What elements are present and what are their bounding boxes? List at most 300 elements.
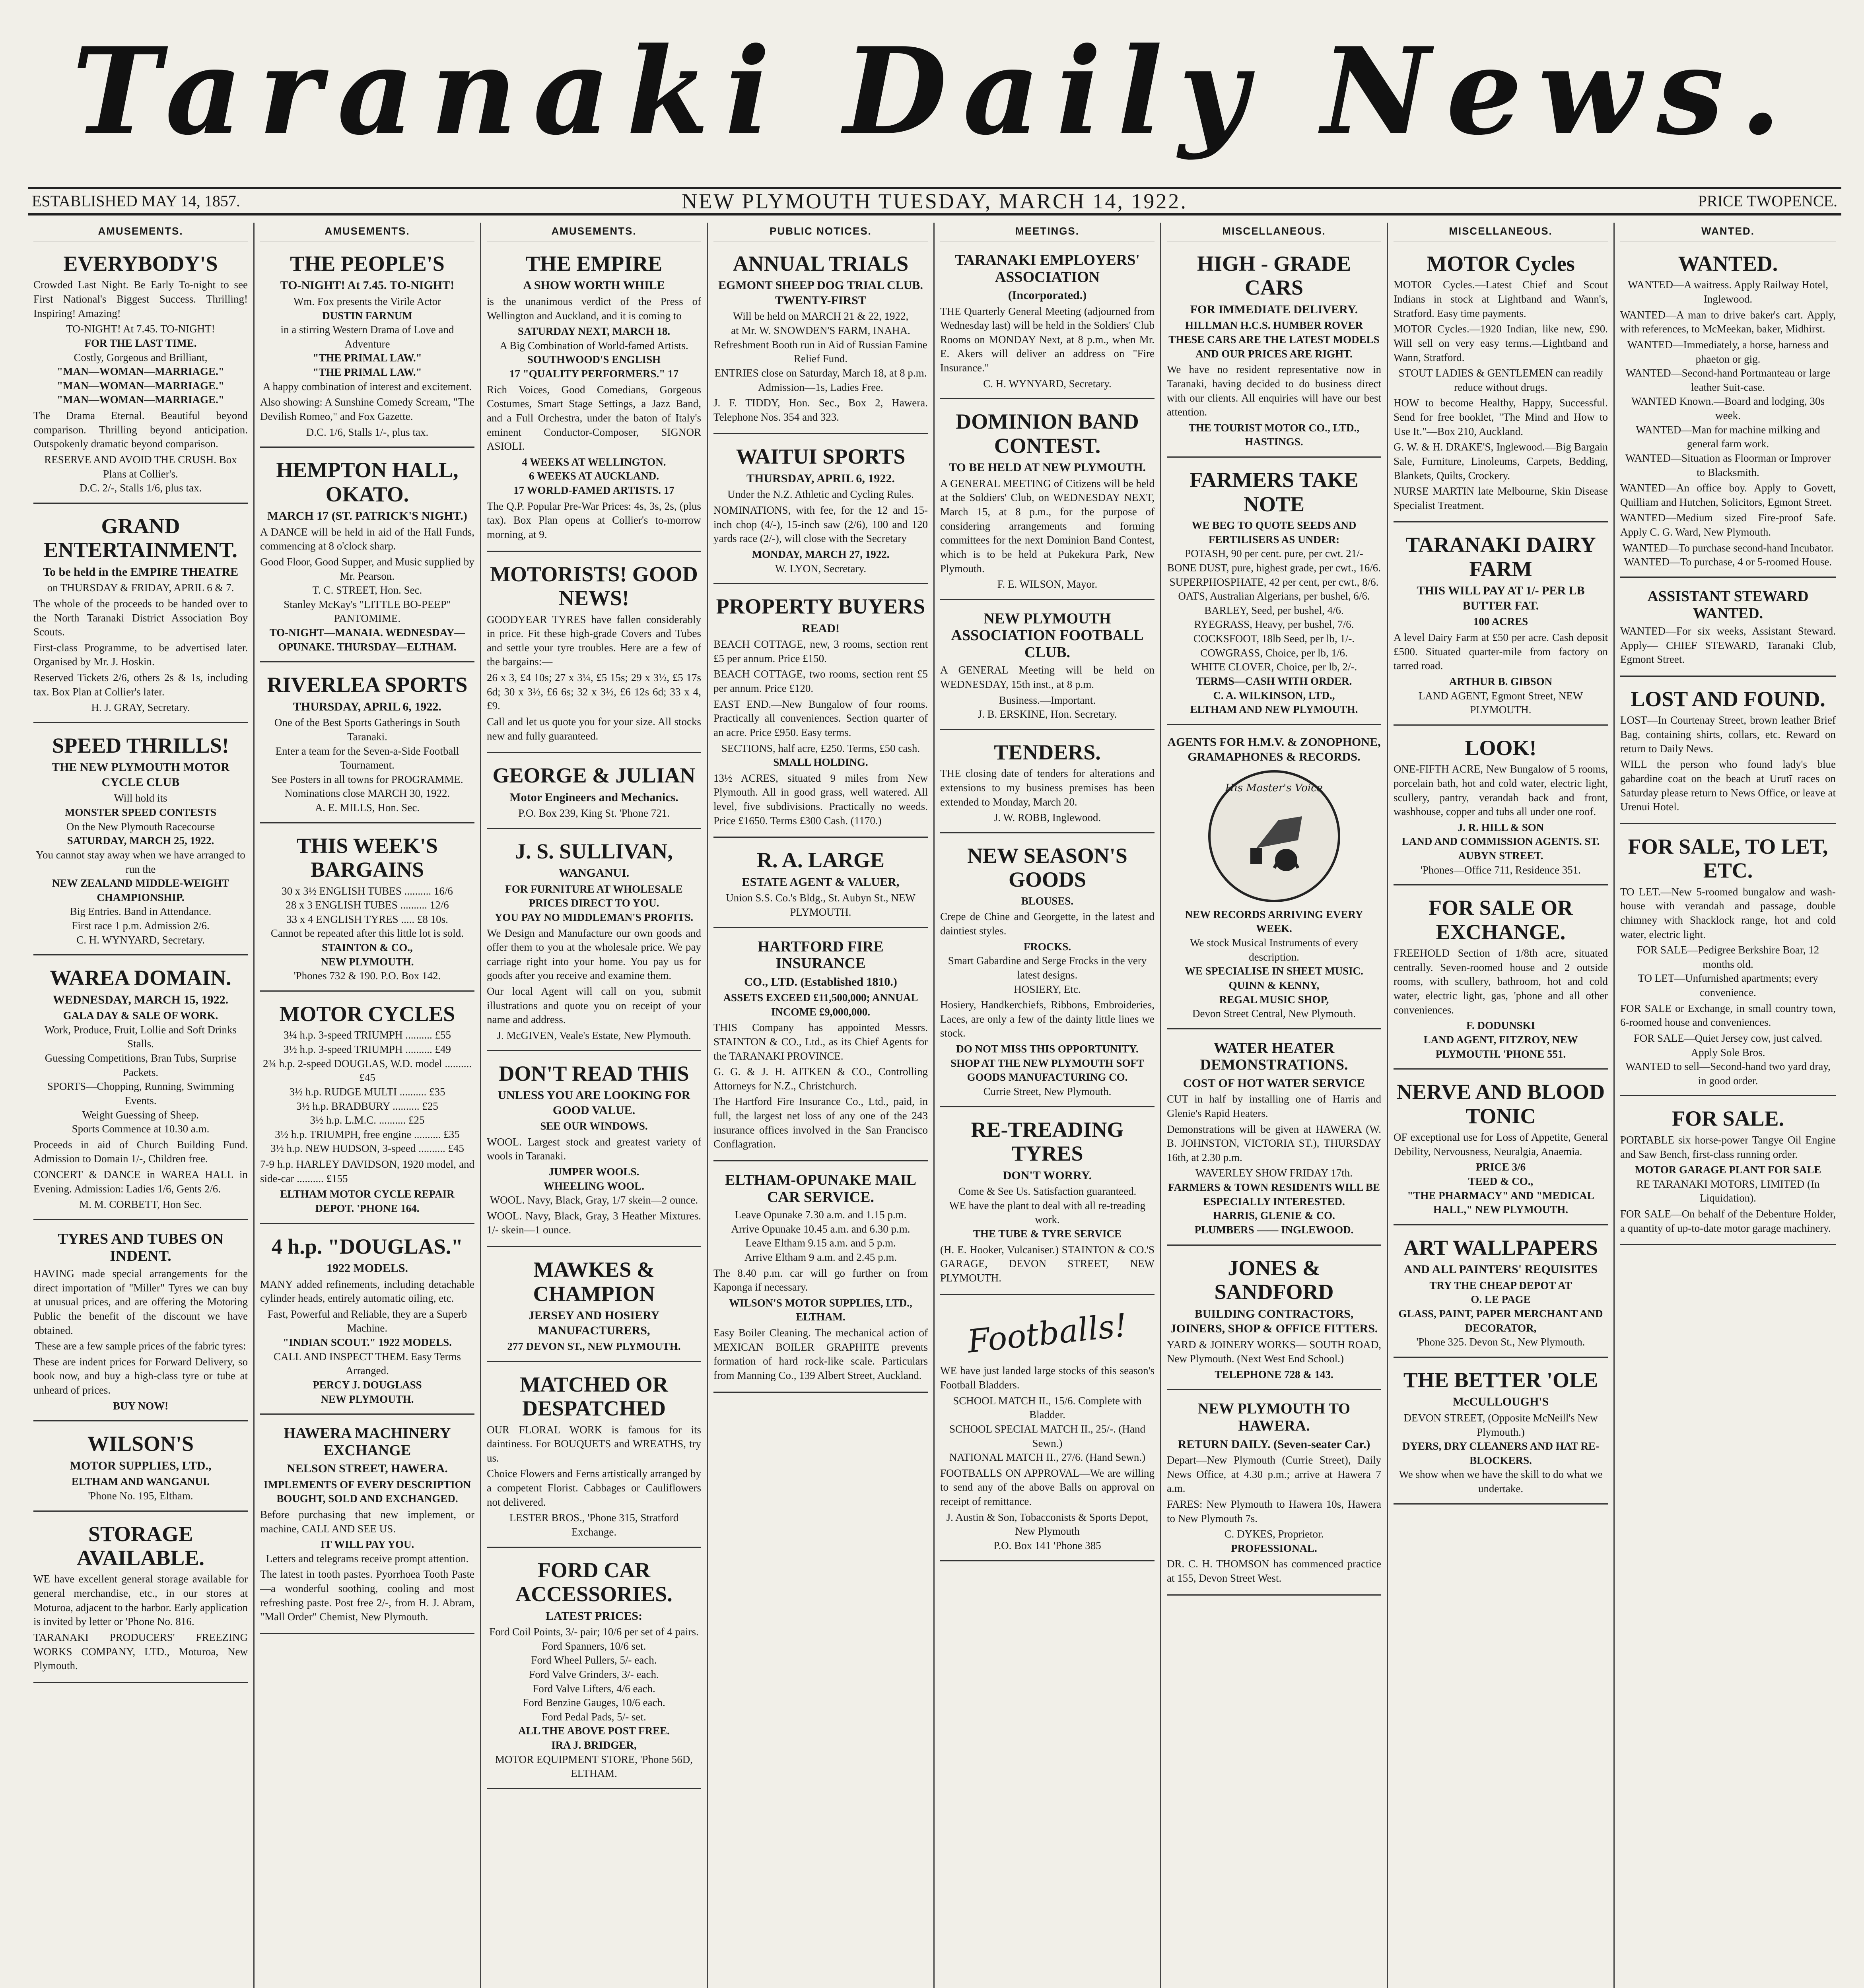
ad-line: 13½ ACRES, situated 9 miles from New Plymouth. All in good grass, well watered. All level, five subdivisions. Practically no weeds. Price £1650. Terms £300 Cash. (1170.)	[713, 772, 928, 827]
ad-title: MOTOR CYCLES	[279, 1002, 455, 1026]
ad-line: HARRIS, GLENIE & CO.	[1213, 1209, 1335, 1222]
ad-line: LOST—In Courtenay Street, brown leather Brief Bag, containing shirts, collars, etc. Reward on return to Daily News.	[1620, 714, 1836, 755]
ad-line: THE Quarterly General Meeting (adjourned from Wednesday last) will be held in the Soldiers' Club Rooms on MONDAY Next, at 8 p.m., when Mr. E. Akers will deliver an address on "Fire Insurance."	[940, 305, 1155, 374]
ad-line: Ford Wheel Pullers, 5/- each.	[531, 1654, 657, 1666]
ad-line: Also showing: A Sunshine Comedy Scream, "The Devilish Romeo," and Fox Gazette.	[260, 396, 474, 422]
advertisement	[1167, 462, 1381, 725]
ad-line: TEED & CO.,	[1468, 1175, 1534, 1187]
ad-line: 3¼ h.p. 3-speed TRIUMPH .......... £55	[284, 1029, 451, 1041]
ad-line: Enter a team for the Seven-a-Side Football Tournament.	[275, 745, 459, 771]
ad-line: ALL THE ABOVE POST FREE.	[518, 1725, 670, 1737]
ad-title: 4 h.p. "DOUGLAS."	[271, 1234, 463, 1258]
ad-line: WE BEG TO QUOTE SEEDS AND FERTILISERS AS UNDER:	[1191, 519, 1357, 546]
ad-line: 277 DEVON ST., NEW PLYMOUTH.	[507, 1340, 681, 1352]
ad-line: Ford Valve Grinders, 3/- each.	[529, 1668, 659, 1680]
ad-title: THE PEOPLE'S	[290, 252, 445, 276]
ad-line: Wm. Fox presents the Virile Actor	[293, 295, 441, 307]
column-5	[935, 223, 1161, 1988]
footballs-script-title: Footballs!	[966, 1307, 1129, 1361]
advertisement	[940, 734, 1155, 833]
advertisement	[1167, 729, 1381, 1029]
ad-line: TERMS—CASH WITH ORDER.	[1196, 675, 1352, 687]
ad-line: These are indent prices for Forward Delivery, so book now, and buy a high-class tyre or tube at unheard of prices.	[33, 1355, 248, 1396]
ad-line: MONDAY, MARCH 27, 1922.	[752, 548, 890, 560]
column-8	[1615, 223, 1841, 1988]
advertisement	[487, 1055, 701, 1247]
advertisement	[1167, 1394, 1381, 1595]
ad-line: THE TUBE & TYRE SERVICE	[973, 1227, 1122, 1240]
ad-title: THE EMPIRE	[525, 252, 663, 276]
ad-line: MONSTER SPEED CONTESTS	[64, 806, 217, 818]
ad-subtitle: MARCH 17 (ST. PATRICK'S NIGHT.)	[267, 509, 467, 523]
ad-title: FOR SALE, TO LET, ETC.	[1628, 834, 1828, 883]
ad-line: IMPLEMENTS OF EVERY DESCRIPTION BOUGHT, SOLD AND EXCHANGED.	[263, 1478, 471, 1505]
ad-line: Before purchasing that new implement, or machine, CALL AND SEE US.	[260, 1508, 474, 1535]
ad-line: Choice Flowers and Ferns artistically arranged by a competent Florist. Cabbages or Cauliflowers not delivered.	[487, 1468, 701, 1508]
ad-line: Our local Agent will call on you, submit illustrations and quote you on receipt of your name and address.	[487, 985, 701, 1026]
ad-line: (H. E. Hooker, Vulcaniser.) STAINTON & CO.'S GARAGE, DEVON STREET, NEW PLYMOUTH.	[940, 1243, 1155, 1284]
ad-line: G. G. & J. H. AITKEN & CO., Controlling Attorneys for N.Z., Christchurch.	[713, 1066, 928, 1092]
ad-line: OUR FLORAL WORK is famous for its daintiness. For BOUQUETS and WREATHS, try us.	[487, 1423, 701, 1464]
ad-line: THE TOURIST MOTOR CO., LTD.,	[1188, 421, 1360, 434]
ad-subtitle: AGENTS FOR H.M.V. & ZONOPHONE, GRAMAPHONES & RECORDS.	[1167, 735, 1381, 764]
ad-line: BEACH COTTAGE, new, 3 rooms, section rent £5 per annum. Price £150.	[713, 638, 928, 664]
ad-line: COWGRASS, Choice, per lb, 1/6.	[1200, 646, 1348, 659]
ad-line: GLASS, PAINT, PAPER MERCHANT AND DECORATOR,	[1398, 1308, 1603, 1334]
ad-line: Smart Gabardine and Serge Frocks in the very latest designs.	[948, 955, 1147, 981]
ad-title: ELTHAM-OPUNAKE MAIL CAR SERVICE.	[725, 1171, 916, 1206]
ad-title: WANTED.	[1678, 252, 1778, 276]
ad-line: J. F. TIDDY, Hon. Sec., Box 2, Hawera. Telephone Nos. 354 and 323.	[713, 397, 928, 423]
advertisement	[260, 245, 474, 448]
ad-line: SUPERPHOSPHATE, 42 per cent, per cwt., 8/6.	[1169, 576, 1379, 588]
advertisement	[1620, 681, 1836, 824]
ad-subtitle: UNLESS YOU ARE LOOKING FOR GOOD VALUE.	[498, 1089, 690, 1117]
ad-line: ENTRIES close on Saturday, March 18, at 8 p.m.	[714, 367, 927, 379]
advertisement	[487, 1366, 701, 1548]
ad-line: WAVERLEY SHOW FRIDAY 17th.	[1195, 1167, 1353, 1179]
ad-line: NURSE MARTIN late Melbourne, Skin Disease Specialist Treatment.	[1394, 485, 1608, 511]
advertisement	[260, 666, 474, 823]
masthead-title: Taranaki Daily News.	[72, 21, 1798, 161]
advertisement	[713, 842, 928, 928]
ad-line: PORTABLE six horse-power Tangye Oil Engine and Saw Bench, first-class running order.	[1620, 1134, 1836, 1160]
ad-line: Nominations close MARCH 30, 1922.	[284, 787, 450, 800]
ad-line: A Big Combination of World-famed Artists.	[500, 339, 688, 351]
publication-date: NEW PLYMOUTH TUESDAY, MARCH 14, 1922.	[682, 189, 1188, 213]
ad-line: One of the Best Sports Gatherings in South Taranaki.	[274, 716, 461, 743]
advertisement	[1167, 1250, 1381, 1390]
ad-subtitle: THE NEW PLYMOUTH MOTOR CYCLE CLUB	[51, 761, 229, 789]
ad-line: Ford Pedal Pads, 5/- set.	[542, 1710, 646, 1723]
ad-line: BLOUSES.	[1021, 895, 1074, 907]
ad-title: GEORGE & JULIAN	[492, 763, 696, 788]
ad-line: "INDIAN SCOUT." 1922 MODELS.	[283, 1336, 452, 1348]
column-heading: AMUSEMENTS.	[260, 223, 474, 241]
ad-line: See Posters in all towns for PROGRAMME.	[271, 773, 463, 785]
ad-line: A DANCE will be held in aid of the Hall Funds, commencing at 8 o'clock sharp.	[260, 526, 474, 552]
ad-subtitle: THIS WILL PAY AT 1/- PER LB BUTTER FAT.	[1417, 584, 1585, 612]
ad-line: WILSON'S MOTOR SUPPLIES, LTD., ELTHAM.	[729, 1297, 912, 1323]
advertisement	[33, 1516, 248, 1683]
ad-line: is the unanimous verdict of the Press of Wellington and Auckland, and it is coming to	[487, 295, 701, 322]
ad-line: J. B. ERSKINE, Hon. Secretary.	[978, 708, 1117, 720]
ad-line: Demonstrations will be given at HAWERA (W. B. JOHNSTON, VICTORIA ST.), THURSDAY 16th, at 2.30 p.m.	[1167, 1123, 1381, 1163]
advertisement	[1620, 1100, 1836, 1245]
ad-line: IT WILL PAY YOU.	[320, 1538, 414, 1551]
ad-line: FOR SALE—Quiet Jersey cow, just calved. Apply Sole Bros.	[1633, 1032, 1823, 1058]
ad-title: DOMINION BAND CONTEST.	[956, 410, 1139, 458]
ad-line: TO-NIGHT—MANAIA. WEDNESDAY—OPUNAKE. THURSDAY—ELTHAM.	[269, 627, 465, 653]
ad-line: ELTHAM AND WANGANUI.	[71, 1475, 210, 1488]
ad-subtitle: Motor Engineers and Mechanics.	[509, 790, 678, 804]
ad-line: LESTER BROS., 'Phone 315, Stratford Exchange.	[509, 1512, 679, 1538]
ad-line: in a stirring Western Drama of Love and Adventure	[280, 324, 454, 350]
ad-line: Ford Coil Points, 3/- pair; 10/6 per set of 4 pairs.	[489, 1626, 699, 1638]
ad-line: Union S.S. Co.'s Bldg., St. Aubyn St., NEW PLYMOUTH.	[726, 892, 915, 918]
advertisement	[33, 245, 248, 504]
ad-title: FOR SALE.	[1672, 1107, 1784, 1131]
ad-line: Work, Produce, Fruit, Lollie and Soft Drinks Stalls.	[44, 1023, 237, 1050]
ad-line: G. W. & H. DRAKE'S, Inglewood.—Big Bargain Sale, Furniture, Linoleums, Carpets, Bedding, Blankets, Quilts, Crockery.	[1394, 441, 1608, 481]
ad-line: 'Phone No. 195, Eltham.	[88, 1489, 193, 1502]
ad-line: STOUT LADIES & GENTLEMEN can readily reduce without drugs.	[1398, 367, 1603, 393]
ad-line: THESE CARS ARE THE LATEST MODELS AND OUR PRICES ARE RIGHT.	[1168, 334, 1380, 360]
ad-line: 4 WEEKS AT WELLINGTON.	[522, 456, 666, 468]
ad-title: STORAGE AVAILABLE.	[77, 1522, 204, 1570]
ad-title: MOTORISTS! GOOD NEWS!	[490, 562, 698, 610]
ad-title: FARMERS TAKE NOTE	[1190, 468, 1359, 516]
advertisement	[1167, 1033, 1381, 1246]
ad-title: TYRES AND TUBES ON INDENT.	[58, 1230, 224, 1264]
ad-line: HAVING made special arrangements for the direct importation of "Miller" Tyres we can buy at unusual prices, and are offering the Motoring Public the benefit of the discount we have obtained.	[33, 1268, 248, 1336]
ad-subtitle: (Incorporated.)	[1008, 289, 1087, 302]
ad-line: PERCY J. DOUGLASS	[313, 1378, 422, 1391]
ad-line: Refreshment Booth run in Aid of Russian Famine Relief Fund.	[714, 338, 927, 365]
advertisement	[260, 1228, 474, 1415]
ad-line: Sports Commence at 10.30 a.m.	[72, 1123, 210, 1135]
ad-line: TELEPHONE 728 & 143.	[1215, 1368, 1333, 1380]
ad-title: MAWKES & CHAMPION	[533, 1258, 655, 1306]
price-text: PRICE TWOPENCE.	[1698, 192, 1837, 210]
ad-line: Easy Boiler Cleaning. The mechanical action of MEXICAN BOILER GRAPHITE prevents formation of hard rock-like scale. Particulars from Manning Co., 139 Albert Street, Auckland.	[713, 1327, 928, 1381]
ad-line: NEW PLYMOUTH.	[321, 955, 414, 968]
ad-line: D.C. 1/6, Stalls 1/-, plus tax.	[306, 426, 429, 438]
advertisement	[713, 932, 928, 1161]
advertisement	[33, 1224, 248, 1421]
ad-line: DEVON STREET, (Opposite McNeill's New Plymouth.)	[1403, 1411, 1598, 1438]
advertisement	[260, 1419, 474, 1634]
advertisement	[713, 1165, 928, 1393]
ad-line: TO LET.—New 5-roomed bungalow and wash-house with verandah and passage, double chimney with Shacklock range, hot and cold water, electric light.	[1620, 885, 1836, 940]
ad-title: HAWERA MACHINERY EXCHANGE	[284, 1425, 451, 1459]
ad-line: First race 1 p.m. Admission 2/6.	[72, 920, 210, 932]
column-6	[1161, 223, 1388, 1988]
ad-line: LAND AND COMMISSION AGENTS. ST. AUBYN STREET.	[1401, 835, 1600, 862]
ad-title: WAREA DOMAIN.	[50, 966, 231, 990]
ad-line: Letters and telegrams receive prompt attention.	[266, 1552, 469, 1565]
ad-title: ANNUAL TRIALS	[733, 252, 909, 276]
advertisement	[1620, 582, 1836, 677]
ad-line: 100 ACRES	[1473, 615, 1528, 628]
ad-subtitle: COST OF HOT WATER SERVICE	[1183, 1076, 1365, 1090]
ad-line: "THE PHARMACY" AND "MEDICAL HALL," NEW PLYMOUTH.	[1407, 1189, 1594, 1216]
ad-title: HARTFORD FIRE INSURANCE	[758, 938, 884, 972]
ad-line: ELTHAM AND NEW PLYMOUTH.	[1190, 703, 1358, 716]
ad-subtitle: WEDNESDAY, MARCH 15, 1922.	[52, 993, 229, 1006]
ad-line: HOW to become Healthy, Happy, Successful. Send for free booklet, "The Mind and How to Use It."—Box 210, Auckland.	[1394, 397, 1608, 437]
ad-line: 6 WEEKS AT AUCKLAND.	[529, 470, 659, 482]
ad-line: 30 x 3½ ENGLISH TUBES .......... 16/6	[282, 885, 453, 897]
advertisement	[940, 403, 1155, 600]
ad-title: FORD CAR ACCESSORIES.	[515, 1558, 673, 1606]
ad-title: TARANAKI DAIRY FARM	[1405, 533, 1596, 581]
ad-line: Under the N.Z. Athletic and Cycling Rules.	[727, 488, 914, 501]
ad-line: Ford Valve Lifters, 4/6 each.	[533, 1682, 655, 1695]
ad-line: FOOTBALLS ON APPROVAL—We are willing to send any of the above Balls on approval on receipt of remittance.	[940, 1467, 1155, 1508]
ad-line: GOODYEAR TYRES have fallen considerably in price. Fit these high-grade Covers and Tubes and settle your tyre troubles. Here are a few of the bargains:—	[487, 613, 701, 668]
ad-line: TO-NIGHT! At 7.45. TO-NIGHT!	[66, 323, 215, 335]
ad-line: Devon Street Central, New Plymouth.	[1192, 1008, 1356, 1020]
ad-title: R. A. LARGE	[756, 848, 885, 872]
ad-title: ASSISTANT STEWARD WANTED.	[1647, 588, 1809, 622]
ad-line: On the New Plymouth Racecourse	[66, 820, 215, 833]
ad-line: "THE PRIMAL LAW."	[313, 352, 422, 364]
ad-line: MANY added refinements, including detachable cylinder heads, entirely automatic oiling, etc.	[260, 1278, 474, 1305]
ad-line: Come & See Us. Satisfaction guaranteed.	[958, 1185, 1137, 1198]
ad-line: First-class Programme, to be advertised later. Organised by Mr. J. Hoskin.	[33, 641, 248, 668]
ad-line: MOTOR Cycles.—1920 Indian, like new, £90. Will sell on very easy terms.—Lightband and Wann, Stratford.	[1394, 323, 1608, 363]
column-2	[255, 223, 481, 1988]
advertisement	[33, 1425, 248, 1511]
ad-title: LOST AND FOUND.	[1631, 687, 1825, 711]
ad-line: 28 x 3 ENGLISH TUBES .......... 12/6	[286, 899, 449, 911]
advertisement	[487, 757, 701, 829]
ad-line: Leave Eltham 9.15 a.m. and 5 p.m.	[745, 1237, 896, 1249]
ad-line: FREEHOLD Section of 1/8th acre, situated centrally. Seven-roomed house and 2 outside rooms, with scullery, bathroom, hot and cold water, electric light, gas, 'phone and all other conveniences.	[1394, 947, 1608, 1016]
ad-title: THIS WEEK'S BARGAINS	[297, 833, 438, 882]
ad-line: DUSTIN FARNUM	[322, 309, 412, 322]
ad-line: Ford Benzine Gauges, 10/6 each.	[523, 1697, 665, 1709]
ad-line: We have no resident representative now in Taranaki, having decided to do business direct with our clients. All enquiries will have our best attention.	[1167, 363, 1381, 418]
ad-line: The Hartford Fire Insurance Co., Ltd., paid, in full, the largest net loss of any one of the 243 insurance offices involved in the San Francisco Conflagration.	[713, 1095, 928, 1150]
ad-line: 3½ h.p. L.M.C. .......... £25	[310, 1114, 425, 1126]
ad-line: 3½ h.p. TRIUMPH, free engine .......... £35	[275, 1128, 460, 1140]
ad-subtitle: READ!	[802, 621, 840, 635]
ad-line: NEW PLYMOUTH.	[321, 1393, 414, 1405]
advertisement	[1620, 245, 1836, 578]
ad-line: OF exceptional use for Loss of Appetite, General Debility, Nervousness, Neuralgia, Anaemia.	[1394, 1131, 1608, 1157]
ad-line: T. C. STREET, Hon. Sec.	[312, 584, 422, 596]
advertisement	[260, 827, 474, 992]
ad-line: OATS, Australian Algerians, per bushel, 6/6.	[1178, 590, 1370, 602]
ad-line: MOTOR EQUIPMENT STORE, 'Phone 56D, ELTHAM.	[495, 1753, 693, 1780]
ad-line: 17 WORLD-FAMED ARTISTS. 17	[513, 484, 674, 497]
ad-line: FOR THE LAST TIME.	[84, 337, 197, 349]
advertisement	[713, 245, 928, 434]
masthead	[28, 16, 1841, 167]
ad-line: J. R. HILL & SON	[1457, 821, 1544, 833]
ad-line: FARES: New Plymouth to Hawera 10s, Hawera to New Plymouth 7s.	[1167, 1498, 1381, 1524]
ad-line: The whole of the proceeds to be handed over to the North Taranaki District Association Boy Scouts.	[33, 597, 248, 638]
ad-line: F. DODUNSKI	[1466, 1019, 1536, 1032]
ad-line: Arrive Eltham 9 a.m. and 2.45 p.m.	[744, 1251, 897, 1263]
ad-line: FOR SALE—On behalf of the Debenture Holder, a quantity of up-to-date motor garage machinery.	[1620, 1208, 1836, 1234]
ad-line: SOUTHWOOD'S ENGLISH	[527, 353, 661, 366]
ad-line: J. W. ROBB, Inglewood.	[993, 812, 1101, 824]
advertisement	[33, 727, 248, 955]
ad-line: 3½ h.p. BRADBURY .......... £25	[296, 1100, 438, 1112]
ad-subtitle: ESTATE AGENT & VALUER,	[742, 875, 900, 889]
column-1	[28, 223, 255, 1988]
ad-line: O. LE PAGE	[1471, 1293, 1531, 1306]
advertisement	[1394, 1074, 1608, 1225]
ad-line: P.O. Box 141 'Phone 385	[993, 1539, 1101, 1551]
column-3	[481, 223, 708, 1988]
ad-line: FOR FURNITURE AT WHOLESALE PRICES DIRECT TO YOU.	[505, 883, 683, 909]
ad-title: NEW SEASON'S GOODS	[967, 843, 1127, 892]
ad-title: LOOK!	[1465, 736, 1537, 760]
ad-subtitle: BUILDING CONTRACTORS, JOINERS, SHOP & OFFICE FITTERS.	[1170, 1307, 1378, 1336]
ad-title: HEMPTON HALL, OKATO.	[276, 458, 459, 506]
ad-subtitle: NELSON STREET, HAWERA.	[287, 1462, 448, 1475]
emblem-text: His Master's Voice	[1225, 782, 1323, 794]
ad-title: PROPERTY BUYERS	[716, 594, 925, 619]
ad-line: "MAN—WOMAN—MARRIAGE."	[57, 379, 224, 392]
ad-line: DR. C. H. THOMSON has commenced practice at 155, Devon Street West.	[1167, 1558, 1381, 1584]
ad-line: H. J. GRAY, Secretary.	[91, 701, 190, 714]
ad-line: 26 x 3, £4 10s; 27 x 3¼, £5 15s; 29 x 3½, £5 17s 6d; 30 x 3½, £6 6s; 32 x 3½, £6 12s 6d; 33 x 4, £9.	[487, 672, 701, 712]
advertisement	[260, 452, 474, 662]
ad-line: GALA DAY & SALE OF WORK.	[63, 1010, 218, 1022]
ad-line: WANTED—Second-hand Portmanteau or large leather Suit-case.	[1625, 367, 1831, 393]
ad-line: C. DYKES, Proprietor.	[1224, 1528, 1324, 1540]
ad-line: 3½ h.p. 3-speed TRIUMPH .......... £49	[284, 1043, 451, 1056]
ad-line: FOR SALE—Pedigree Berkshire Boar, 12 months old.	[1637, 944, 1819, 970]
ad-line: A GENERAL Meeting will be held on WEDNESDAY, 15th inst., at 8 p.m.	[940, 664, 1155, 691]
advertisement	[1167, 245, 1381, 458]
ad-line: F. E. WILSON, Mayor.	[997, 578, 1098, 590]
ad-line: IRA J. BRIDGER,	[551, 1739, 637, 1751]
ad-line: WE SPECIALISE IN SHEET MUSIC.	[1185, 965, 1363, 977]
ad-line: BONE DUST, pure, highest grade, per cwt., 16/6.	[1167, 561, 1381, 574]
ad-line: W. LYON, Secretary.	[775, 562, 867, 575]
advertisement	[940, 1111, 1155, 1295]
ad-line: WANTED—Situation as Floorman or Improver to Blacksmith.	[1625, 452, 1831, 478]
ad-line: Arrive Opunake 10.45 a.m. and 6.30 p.m.	[731, 1223, 910, 1235]
ad-line: Good Floor, Good Supper, and Music supplied by Mr. Pearson.	[260, 555, 474, 582]
column-heading: MISCELLANEOUS.	[1394, 223, 1608, 241]
column-heading: AMUSEMENTS.	[487, 223, 701, 241]
ad-line: RESERVE AND AVOID THE CRUSH. Box Plans at Collier's.	[44, 453, 237, 480]
ad-line: Reserved Tickets 2/6, others 2s & 1s, including tax. Box Plan at Collier's later.	[33, 672, 248, 698]
ad-line: 'Phones 732 & 190. P.O. Box 142.	[293, 970, 441, 982]
ad-line: SCHOOL SPECIAL MATCH II., 25/-. (Hand Sewn.)	[949, 1423, 1145, 1449]
ad-subtitle: To be held in the EMPIRE THEATRE	[43, 565, 239, 579]
ad-line: FARMERS & TOWN RESIDENTS WILL BE ESPECIALLY INTERESTED.	[1168, 1181, 1380, 1208]
ad-line: on THURSDAY & FRIDAY, APRIL 6 & 7.	[47, 582, 234, 594]
ad-line: PROFESSIONAL.	[1231, 1542, 1317, 1554]
ad-line: Depart—New Plymouth (Currie Street), Daily News Office, at 4.30 p.m.; arrive at Hawera 7 a.m.	[1167, 1454, 1381, 1495]
ad-line: "MAN—WOMAN—MARRIAGE."	[57, 394, 224, 406]
advertisement	[713, 588, 928, 838]
ad-line: WILL the person who found lady's blue gabardine coat on the beach at Urutī races on Saturday please return to News Office, or leave at Urenui Hotel.	[1620, 758, 1836, 813]
ad-line: NEW RECORDS ARRIVING EVERY WEEK.	[1185, 908, 1363, 935]
advertisement	[1394, 889, 1608, 1070]
ad-title: HIGH - GRADE CARS	[1197, 252, 1351, 300]
ad-title: FOR SALE OR EXCHANGE.	[1428, 896, 1573, 944]
ad-line: YOU PAY NO MIDDLEMAN'S PROFITS.	[494, 911, 694, 923]
ad-line: at Mr. W. SNOWDEN'S FARM, INAHA.	[731, 324, 910, 337]
ad-line: HASTINGS.	[1245, 436, 1303, 448]
ad-line: WANTED—A waitress. Apply Railway Hotel, Inglewood.	[1628, 279, 1828, 305]
ad-line: 3½ h.p. NEW HUDSON, 3-speed .......... £45	[270, 1142, 464, 1155]
ad-title: DON'T READ THIS	[499, 1061, 689, 1085]
ad-line: Guessing Competitions, Bran Tubs, Surprise Packets.	[45, 1052, 237, 1078]
ad-subtitle: RETURN DAILY. (Seven-seater Car.)	[1178, 1437, 1370, 1451]
advertisement	[940, 1299, 1155, 1561]
ad-line: HOSIERY, Etc.	[1014, 983, 1081, 995]
advertisement	[1394, 526, 1608, 725]
ad-line: SPORTS—Chopping, Running, Swimming Events.	[47, 1080, 234, 1107]
ad-line: BEACH COTTAGE, two rooms, section rent £5 per annum. Price £120.	[713, 668, 928, 695]
advertisement	[940, 245, 1155, 399]
ad-line: 2¾ h.p. 2-speed DOUGLAS, W.D. model .......... £45	[263, 1057, 472, 1084]
ad-line: STAINTON & CO.,	[322, 942, 413, 954]
ad-line: ASSETS EXCEED £11,500,000; ANNUAL INCOME £9,000,000.	[723, 992, 918, 1018]
ad-line: WOOL. Largest stock and greatest variety of wools in Taranaki.	[487, 1136, 701, 1162]
ad-line: SATURDAY, MARCH 25, 1922.	[67, 835, 214, 847]
ad-line: 17 "QUALITY PERFORMERS." 17	[509, 368, 678, 380]
established-text: ESTABLISHED MAY 14, 1857.	[32, 192, 240, 210]
ad-subtitle: THURSDAY, APRIL 6, 1922.	[293, 700, 441, 713]
column-heading: MISCELLANEOUS.	[1167, 223, 1381, 241]
ad-line: The latest in tooth pastes. Pyorrhoea Tooth Paste—a wonderful soothing, cooling and most refreshing paste. Post free 2/-, from H. J. Abram, "Mall Order" Chemist, New Plymouth.	[260, 1568, 474, 1623]
ad-line: WANTED—A man to drive baker's cart. Apply, with references, to McMeekan, baker, Midhirst.	[1620, 309, 1836, 335]
ad-subtitle: CO., LTD. (Established 1810.)	[744, 975, 897, 988]
ad-line: PLUMBERS —— INGLEWOOD.	[1194, 1223, 1354, 1236]
ad-title: ART WALLPAPERS	[1403, 1235, 1598, 1260]
ad-title: J. S. SULLIVAN,	[515, 839, 673, 863]
ad-line: Stanley McKay's "LITTLE BO-PEEP" PANTOMIME.	[284, 598, 451, 625]
ad-line: THE closing date of tenders for alterations and extensions to my business premises has been extended to Monday, March 20.	[940, 767, 1155, 808]
advertisement	[940, 604, 1155, 730]
column-heading: WANTED.	[1620, 223, 1836, 241]
ad-line: TRY THE CHEAP DEPOT AT	[1429, 1279, 1572, 1291]
ad-line: WHITE CLOVER, Choice, per lb, 2/-.	[1191, 661, 1357, 673]
ad-line: Fast, Powerful and Reliable, they are a Superb Machine.	[267, 1308, 467, 1334]
advertisement	[260, 996, 474, 1224]
ad-title: MATCHED OR DESPATCHED	[520, 1372, 668, 1421]
ad-subtitle: WANGANUI.	[558, 866, 630, 880]
ad-line: These are a few sample prices of the fabric tyres:	[35, 1340, 246, 1352]
ad-title: WILSON'S	[87, 1432, 194, 1456]
ad-title: MOTOR Cycles	[1427, 252, 1575, 276]
ad-subtitle: THURSDAY, APRIL 6, 1922.	[746, 472, 895, 485]
ad-line: We stock Musical Instruments of every description.	[1190, 937, 1358, 963]
ad-line: Will hold its	[114, 792, 167, 804]
ad-line: QUINN & KENNY,	[1228, 979, 1320, 991]
ad-line: Business.—Important.	[999, 694, 1096, 706]
ad-line: Cannot be repeated after this little lot is sold.	[270, 927, 464, 940]
ad-line: CUT in half by installing one of Harris and Glenie's Rapid Heaters.	[1167, 1093, 1381, 1119]
ad-line: J. McGIVEN, Veale's Estate, New Plymouth.	[497, 1029, 691, 1041]
ad-subtitle: A SHOW WORTH WHILE	[523, 279, 665, 292]
advertisement	[1394, 1362, 1608, 1505]
ad-line: SEE OUR WINDOWS.	[540, 1120, 648, 1132]
ad-line: A happy combination of interest and excitement.	[262, 380, 472, 392]
advertisement	[1394, 730, 1608, 885]
